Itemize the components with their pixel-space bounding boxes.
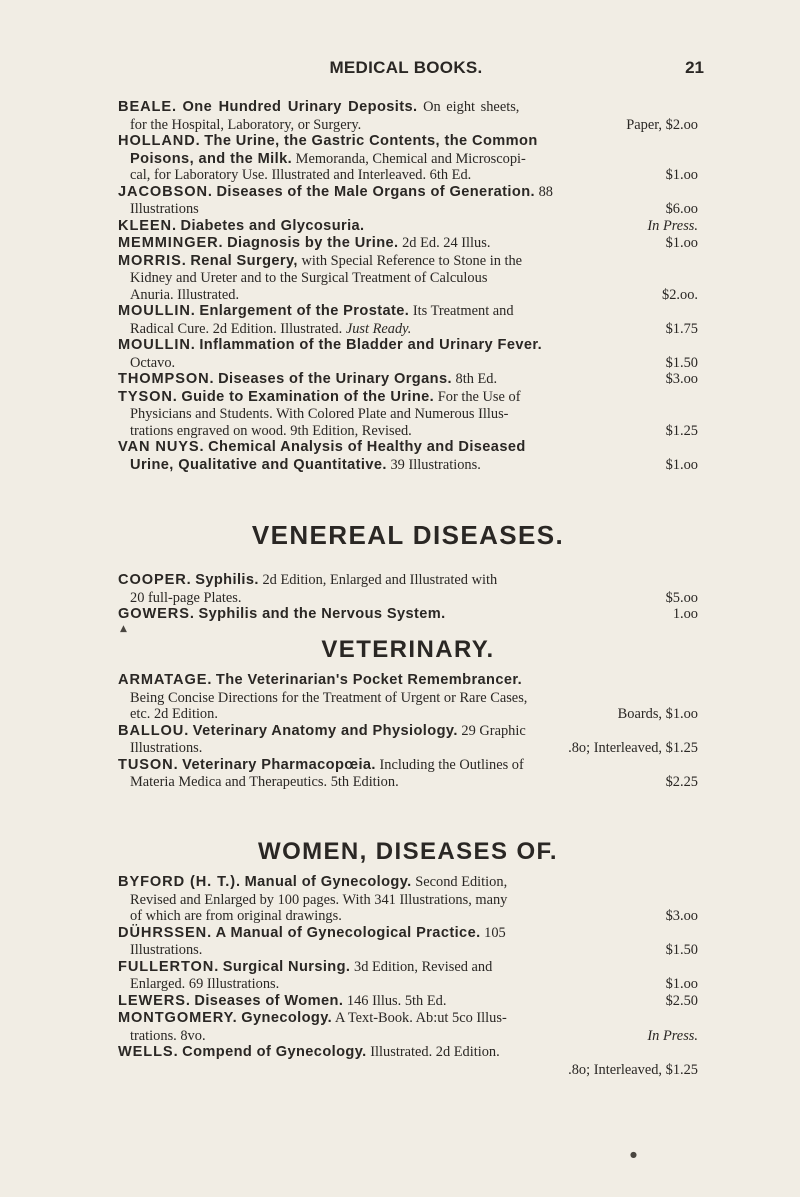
- author-name: BYFORD (H. T.).: [118, 874, 241, 890]
- book-description: trations. 8vo.: [130, 1027, 206, 1044]
- book-title: The Urine, the Gastric Contents, the Common: [204, 133, 538, 149]
- author-name: MORRIS.: [118, 252, 187, 269]
- book-status: Just Ready.: [345, 320, 412, 337]
- book-description: Radical Cure. 2d Edition. Illustrated.: [130, 320, 343, 337]
- book-description: 8th Ed.: [455, 371, 498, 387]
- book-description: Illustrations.: [130, 740, 203, 756]
- book-title: Guide to Examination of the Urine.: [181, 388, 435, 405]
- book-description: Materia Medica and Therapeutics. 5th Edition.: [130, 774, 399, 790]
- book-title: Chemical Analysis of Healthy and Diseased: [208, 439, 526, 455]
- page-number: 21: [685, 58, 704, 77]
- header-title: MEDICAL BOOKS.: [329, 58, 483, 77]
- entry-tuson: [118, 757, 698, 791]
- book-title: The Veterinarian's Pocket Remembrancer.: [215, 672, 523, 688]
- entry-gowers: [118, 606, 698, 624]
- book-description: Revised and Enlarged by 100 pages. With 341 Illustrations, many: [130, 891, 508, 908]
- book-price: .8o; Interleaved, $1.25: [568, 740, 698, 756]
- book-description: 39 Illustrations.: [390, 456, 481, 473]
- book-price: $3.oo: [665, 371, 698, 387]
- book-description: 29 Graphic: [461, 722, 526, 739]
- book-title: Syphilis and the Nervous System.: [198, 606, 446, 622]
- author-name: THOMPSON.: [118, 371, 215, 387]
- book-description: For the Use of: [437, 388, 521, 405]
- book-title: Diseases of Women.: [194, 992, 344, 1009]
- urinary-section: [118, 99, 698, 473]
- book-description: 146 Illus. 5th Ed.: [346, 992, 447, 1009]
- book-description: Kidney and Ureter and to the Surgical Treatment of Calculous: [130, 270, 488, 286]
- book-description: Illustrations.: [130, 942, 203, 958]
- author-name: MONTGOMERY.: [118, 1010, 238, 1026]
- author-name: VAN NUYS.: [118, 439, 205, 455]
- book-title: Compend of Gynecology.: [182, 1044, 367, 1060]
- author-name: HOLLAND.: [118, 133, 201, 149]
- author-name: MOULLIN.: [118, 303, 196, 319]
- entry-wells: [118, 1044, 698, 1078]
- entry-beale: [118, 99, 698, 133]
- book-title: Surgical Nursing.: [222, 958, 351, 975]
- book-price: $1.oo: [665, 167, 698, 183]
- entry-armatage: [118, 672, 698, 723]
- author-name: GOWERS.: [118, 606, 195, 622]
- book-description: trations engraved on wood. 9th Edition, Revised.: [130, 422, 412, 439]
- author-name: JACOBSON.: [118, 183, 213, 200]
- book-title: Gynecology.: [241, 1010, 333, 1026]
- book-price: $6.oo: [665, 201, 698, 217]
- book-price: .8o; Interleaved, $1.25: [568, 1061, 698, 1078]
- author-name: BEALE.: [118, 99, 177, 115]
- book-description: 88: [538, 183, 553, 200]
- book-title: One Hundred Urinary Deposits.: [182, 99, 418, 115]
- author-name: LEWERS.: [118, 992, 191, 1009]
- book-description: 2d Edition, Enlarged and Illustrated with: [262, 572, 498, 588]
- book-price: $1.50: [665, 942, 698, 958]
- author-name: COOPER.: [118, 572, 192, 588]
- entry-montgomery: [118, 1010, 698, 1044]
- author-name: DÜHRSSEN.: [118, 924, 213, 941]
- section-heading-veterinary: VETERINARY.: [321, 636, 495, 663]
- running-header: [108, 58, 704, 82]
- book-price: $2.oo.: [662, 286, 698, 303]
- entry-ballou: [118, 723, 698, 757]
- venereal-section: [118, 572, 698, 624]
- entry-cooper: [118, 572, 698, 606]
- entry-fullerton: [118, 959, 698, 993]
- book-title-continued: Poisons, and the Milk.: [130, 150, 293, 167]
- book-description: Including the Outlines of: [379, 756, 524, 773]
- book-description: Octavo.: [130, 354, 176, 371]
- book-description: Enlarged. 69 Illustrations.: [130, 976, 280, 992]
- book-price: $2.50: [665, 992, 698, 1009]
- author-name: TYSON.: [118, 388, 178, 405]
- women-section: [118, 874, 698, 1078]
- entry-morris: [118, 253, 698, 304]
- book-price: 1.oo: [672, 606, 698, 622]
- entry-memminger: [118, 235, 698, 253]
- book-title: Diseases of the Male Organs of Generation.: [216, 183, 535, 200]
- book-description: Physicians and Students. With Colored Plate and Numerous Illus-: [130, 406, 509, 422]
- book-title: Veterinary Anatomy and Physiology.: [192, 722, 458, 739]
- entry-byford: [118, 874, 698, 925]
- book-title: Renal Surgery,: [190, 252, 298, 269]
- book-title: Syphilis.: [195, 572, 259, 588]
- book-description: with Special Reference to Stone in the: [301, 252, 523, 269]
- book-description: Being Concise Directions for the Treatment of Urgent or Rare Cases,: [130, 689, 528, 706]
- book-price: $2.25: [665, 774, 698, 790]
- entry-moullin-prostate: [118, 303, 698, 337]
- book-title: Diabetes and Glycosuria.: [180, 217, 365, 234]
- book-description: Second Edition,: [415, 874, 508, 890]
- book-description: Anuria. Illustrated.: [130, 286, 240, 303]
- book-price: $1.50: [665, 354, 698, 371]
- book-title: Diseases of the Urinary Organs.: [218, 371, 452, 387]
- book-price: $1.25: [665, 422, 698, 439]
- book-status: In Press.: [647, 1027, 698, 1044]
- book-price: $1.oo: [665, 976, 698, 992]
- book-title: A Manual of Gynecological Practice.: [215, 924, 481, 941]
- author-name: BALLOU.: [118, 722, 190, 739]
- author-name: MOULLIN.: [118, 337, 196, 353]
- book-title-continued: Urine, Qualitative and Quantitative.: [130, 456, 387, 473]
- author-name: MEMMINGER.: [118, 235, 224, 251]
- entry-holland: [118, 133, 698, 184]
- entry-lewers: [118, 993, 698, 1011]
- book-description: A Text-Book. Ab:ut 5co Illus-: [334, 1010, 507, 1026]
- entry-tyson: [118, 389, 698, 440]
- book-price: Boards, $1.oo: [617, 706, 698, 722]
- veterinary-section: [118, 672, 698, 791]
- book-price: $1.oo: [665, 456, 698, 473]
- book-price: $1.75: [665, 320, 698, 337]
- book-status: In Press.: [647, 217, 698, 234]
- ink-dot-icon: ●: [630, 1150, 637, 1159]
- book-description: 2d Ed. 24 Illus.: [402, 235, 491, 251]
- book-title: Manual of Gynecology.: [244, 874, 412, 890]
- section-heading-venereal: VENEREAL DISEASES.: [251, 520, 565, 550]
- entry-kleen: [118, 218, 698, 236]
- book-description: 105: [484, 924, 506, 941]
- book-description: Memoranda, Chemical and Microscopi-: [295, 150, 526, 167]
- author-name: ARMATAGE.: [118, 672, 213, 688]
- book-description: Illustrated. 2d Edition.: [370, 1044, 500, 1060]
- book-price: $5.oo: [665, 589, 698, 606]
- entry-thompson: [118, 371, 698, 389]
- book-description: for the Hospital, Laboratory, or Surgery.: [130, 116, 362, 133]
- book-description: 3d Edition, Revised and: [354, 958, 493, 975]
- book-description: Its Treatment and: [412, 303, 514, 319]
- entry-van-nuys: [118, 439, 698, 473]
- book-title: Inflammation of the Bladder and Urinary Fever.: [199, 337, 543, 353]
- book-description: Illustrations: [130, 201, 199, 217]
- book-price: $3.oo: [665, 908, 698, 924]
- book-description: of which are from original drawings.: [130, 908, 342, 924]
- book-description: cal, for Laboratory Use. Illustrated and Interleaved. 6th Ed.: [130, 167, 472, 183]
- author-name: KLEEN.: [118, 217, 177, 234]
- section-heading-women: WOMEN, DISEASES OF.: [258, 838, 558, 865]
- book-description: On eight sheets,: [423, 99, 520, 115]
- book-price: $1.oo: [665, 235, 698, 251]
- entry-duhrssen: [118, 925, 698, 959]
- author-name: FULLERTON.: [118, 958, 220, 975]
- entry-jacobson: [118, 184, 698, 218]
- book-title: Veterinary Pharmacopœia.: [182, 756, 376, 773]
- printer-mark-icon: ▲: [120, 624, 127, 634]
- author-name: WELLS.: [118, 1044, 179, 1060]
- book-description: etc. 2d Edition.: [130, 706, 218, 722]
- book-title: Diagnosis by the Urine.: [227, 235, 399, 251]
- book-price: Paper, $2.oo: [626, 116, 698, 133]
- book-title: Enlargement of the Prostate.: [199, 303, 410, 319]
- entry-moullin-bladder: [118, 337, 698, 371]
- author-name: TUSON.: [118, 756, 179, 773]
- book-description: 20 full-page Plates.: [130, 589, 242, 606]
